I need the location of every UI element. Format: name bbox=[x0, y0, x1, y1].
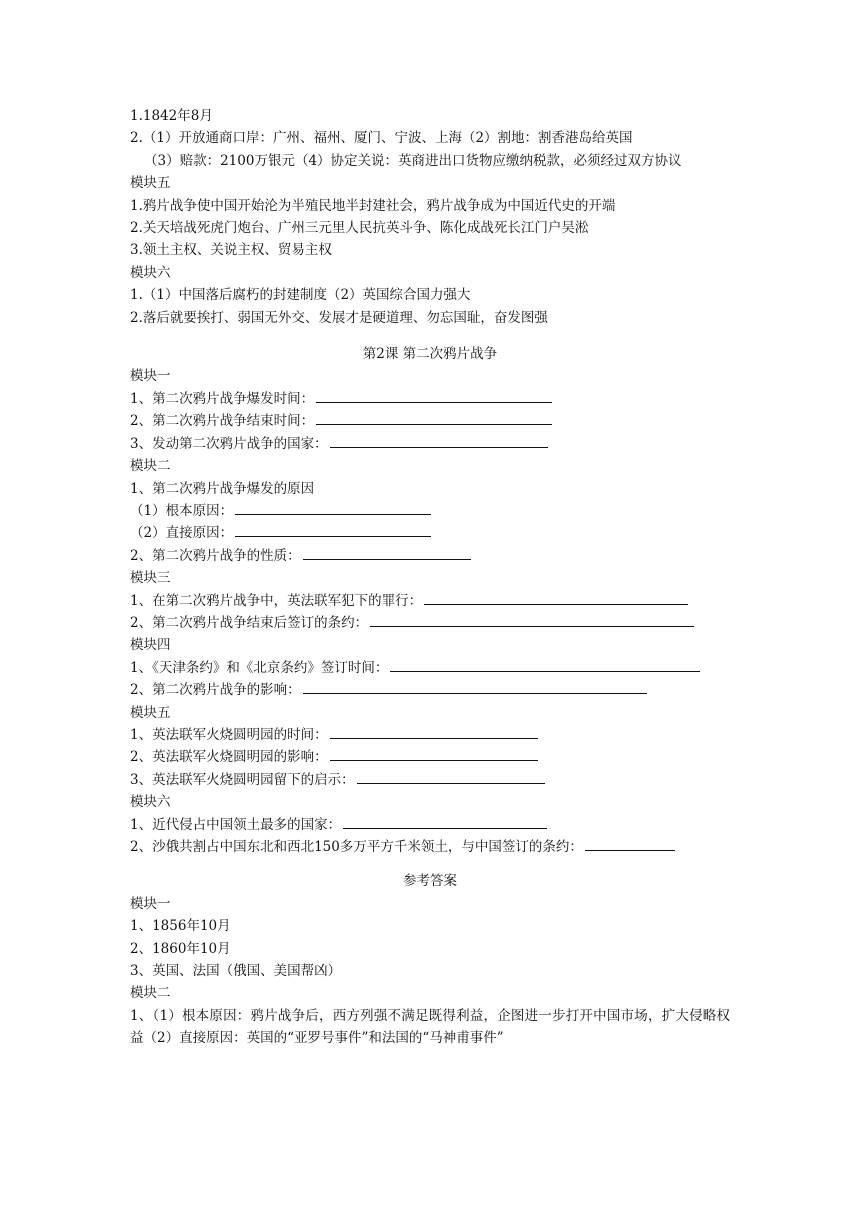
module-heading: 模块五 bbox=[130, 704, 171, 721]
module-heading: 模块六 bbox=[130, 264, 171, 281]
question-text: （2）直接原因： bbox=[130, 525, 234, 542]
spacer bbox=[130, 329, 730, 343]
question-text: 2、第二次鸦片战争结束后签订的条约： bbox=[130, 614, 369, 631]
question-line bbox=[130, 769, 730, 791]
question-text: 2、第二次鸦片战争的影响： bbox=[130, 682, 301, 699]
answers-title: 参考答案 bbox=[403, 873, 457, 890]
module-heading: 模块三 bbox=[130, 570, 171, 587]
question-line bbox=[130, 433, 730, 455]
answer-blank[interactable] bbox=[357, 769, 545, 784]
lesson-title: 第2课 第二次鸦片战争 bbox=[362, 346, 498, 363]
question-line: 1、第二次鸦片战争爆发的原因 bbox=[130, 480, 315, 497]
answer-blank[interactable] bbox=[390, 657, 700, 672]
question-text: 1、第二次鸦片战争爆发时间： bbox=[130, 390, 315, 407]
answer-line: 1.鸦片战争使中国开始沦为半殖民地半封建社会，鸦片战争成为中国近代史的开端 bbox=[130, 197, 616, 214]
module-heading: 模块六 bbox=[130, 794, 171, 811]
answer-line: 3、英国、法国（俄国、美国帮凶） bbox=[130, 963, 342, 980]
question-text: 3、发动第二次鸦片战争的国家： bbox=[130, 435, 328, 452]
question-line bbox=[130, 746, 730, 768]
spacer bbox=[130, 858, 730, 870]
question-line bbox=[130, 814, 730, 836]
answer-line: 2.落后就要挨打、弱国无外交、发展才是硬道理、勿忘国耻，奋发图强 bbox=[130, 309, 548, 326]
question-line bbox=[130, 724, 730, 746]
question-line bbox=[130, 522, 730, 544]
answer-blank[interactable] bbox=[316, 388, 552, 403]
answer-line: （3）赔款：2100万银元（4）协定关说：英商进出口货物应缴纳税款，必须经过双方协议 bbox=[144, 152, 682, 169]
answer-line: 2.（1）开放通商口岸：广州、福州、厦门、宁波、上海（2）割地：割香港岛给英国 bbox=[130, 130, 633, 147]
answer-blank[interactable] bbox=[303, 679, 647, 694]
answer-line: 1.1842年8月 bbox=[130, 108, 213, 124]
question-line bbox=[130, 388, 730, 410]
question-text: 2、英法联军火烧圆明园的影响： bbox=[130, 749, 328, 766]
question-text: 1、近代侵占中国领土最多的国家： bbox=[130, 816, 342, 833]
module-heading: 模块二 bbox=[130, 985, 171, 1002]
answer-line: 2.关天培战死虎门炮台、广州三元里人民抗英斗争、陈化成战死长江门户吴淞 bbox=[130, 220, 589, 237]
question-line bbox=[130, 410, 730, 432]
answer-blank[interactable] bbox=[330, 433, 548, 448]
question-line bbox=[130, 836, 730, 858]
module-heading: 模块四 bbox=[130, 637, 171, 654]
answer-blank[interactable] bbox=[370, 612, 694, 627]
answer-line: 1、1856年10月 bbox=[130, 918, 231, 935]
answer-line: 2、1860年10月 bbox=[130, 940, 231, 957]
answer-blank[interactable] bbox=[424, 590, 688, 605]
question-text: 2、第二次鸦片战争结束时间： bbox=[130, 413, 315, 430]
answer-blank[interactable] bbox=[330, 724, 538, 739]
answer-blank[interactable] bbox=[585, 836, 675, 851]
answer-blank[interactable] bbox=[235, 522, 431, 537]
question-line bbox=[130, 679, 730, 701]
question-line bbox=[130, 612, 730, 634]
question-text: 2、沙俄共割占中国东北和西北150多万平方千米领土，与中国签订的条约： bbox=[130, 839, 583, 855]
question-text: 3、英法联军火烧圆明园留下的启示： bbox=[130, 771, 355, 788]
module-heading: 模块一 bbox=[130, 895, 171, 912]
previous-answers-section bbox=[130, 105, 730, 329]
question-text: 1、英法联军火烧圆明园的时间： bbox=[130, 726, 328, 743]
lesson-questions bbox=[130, 365, 730, 858]
module-heading: 模块一 bbox=[130, 368, 171, 385]
question-text: 2、第二次鸦片战争的性质： bbox=[130, 547, 301, 564]
answer-line: 1、（1）根本原因：鸦片战争后，西方列强不满足既得利益，企图进一步打开中国市场，扩大侵略权益（2）直接原因：英国的“亚罗号事件”和法国的“马神甫事件” bbox=[130, 1007, 730, 1047]
answer-line: 3.领土主权、关说主权、贸易主权 bbox=[130, 242, 332, 259]
question-line bbox=[130, 500, 730, 522]
answers-section bbox=[130, 893, 730, 1050]
answer-blank[interactable] bbox=[303, 545, 471, 560]
question-line bbox=[130, 590, 730, 612]
answer-blank[interactable] bbox=[330, 746, 538, 761]
question-text: 1、《天津条约》和《北京条约》签订时间： bbox=[130, 659, 389, 676]
question-text: 1、在第二次鸦片战争中，英法联军犯下的罪行： bbox=[130, 592, 423, 609]
module-heading: 模块五 bbox=[130, 175, 171, 192]
answer-blank[interactable] bbox=[316, 410, 552, 425]
answer-blank[interactable] bbox=[343, 814, 547, 829]
question-line bbox=[130, 657, 730, 679]
answer-line: 1.（1）中国落后腐朽的封建制度（2）英国综合国力强大 bbox=[130, 287, 471, 304]
question-text: （1）根本原因： bbox=[130, 502, 234, 519]
question-line bbox=[130, 545, 730, 567]
module-heading: 模块二 bbox=[130, 458, 171, 475]
answer-blank[interactable] bbox=[235, 500, 431, 515]
